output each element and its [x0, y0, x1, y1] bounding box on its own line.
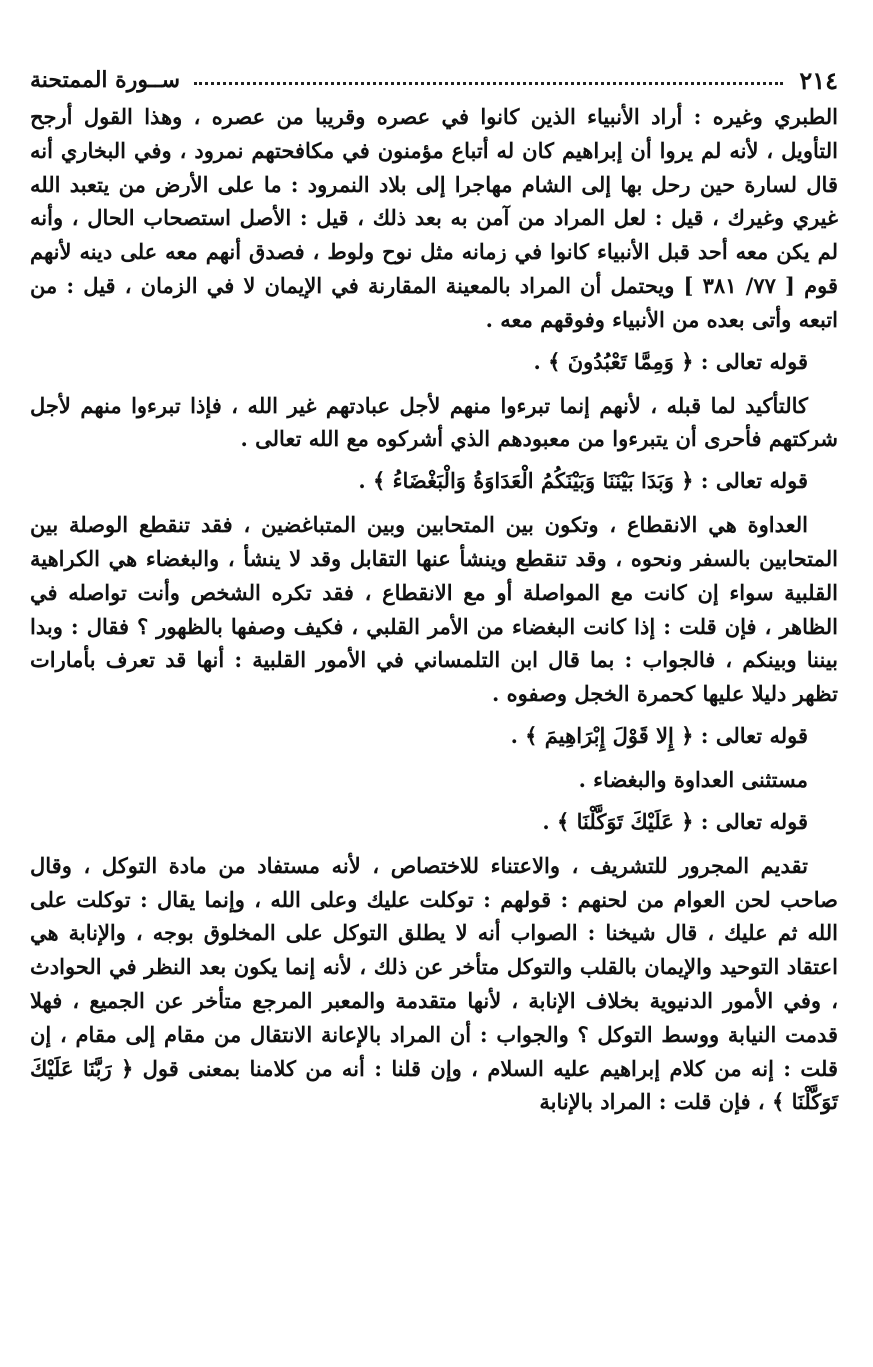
verse-quote: [30, 464, 838, 498]
page-body: [30, 100, 838, 1119]
verse-label: قوله تعالى :: [700, 808, 808, 834]
verse-label: قوله تعالى :: [700, 468, 808, 494]
paragraph: كالتأكيد لما قبله ، لأنهم إنما تبرءوا منهم لأجل عبادتهم غير الله ، فإذا تبرءوا منهم لأجل شركتهم فأحرى أن يتبرءوا من معبودهم الذي أشركوه مع الله تعالى .: [30, 392, 838, 452]
dotted-leader: [194, 82, 783, 85]
page-number: ٢١٤: [799, 65, 838, 95]
quran-text: ﴿ وَبَدَا بَيْنَنَا وَبَيْنَكُمُ الْعَدَاوَةُ وَالْبَغْضَاءُ ﴾ .: [358, 468, 694, 494]
running-header: [30, 62, 838, 98]
paragraph: مستثنى العداوة والبغضاء .: [578, 766, 808, 792]
surah-title: ســورة الممتحنة: [30, 67, 181, 93]
quran-text: ﴿ إِلا قَوْلَ إِبْرَاهِيمَ ﴾ .: [510, 722, 694, 748]
verse-quote: [30, 719, 838, 753]
paragraph: تقديم المجرور للتشريف ، والاعتناء للاختصاص ، لأنه مستفاد من مادة التوكل ، وقال صاحب لحن العوام من لحنهم : قولهم : توكلت عليك وعلى الله ، وإنما يقال : توكلت على الله ثم عليك ، قال شيخنا : الصواب أنه لا يطلق التوكل على المخلوق بوجه ، والإنابة هي اعتقاد التوحيد والإيمان بالقلب والتوكل متأخر عن ذلك ، لأنه إنما يكون بعد النظر في الحوادث ، وفي الأمور الدنيوية بخلاف الإنابة ، لأنها متقدمة والمعبر المرجع متأخر عن الجميع ، فهلا قدمت النيابة ووسط التوكل ؟ والجواب : أن المراد بالإعانة الانتقال من مقام إلى مقام ، إن قلت : إنه من كلام إبراهيم عليه السلام ، وإن قلنا : أنه من كلامنا بمعنى قول ﴿ رَبَّنَا عَلَيْكَ تَوَكَّلْنَا ﴾ ، فإن قلت : المراد بالإنابة: [30, 852, 838, 1115]
quran-text: ﴿ وَمِمَّا تَعْبُدُونَ ﴾ .: [533, 348, 694, 374]
verse-label: قوله تعالى :: [700, 722, 808, 748]
verse-quote: [30, 805, 838, 839]
quran-text: ﴿ عَلَيْكَ تَوَكَّلْنَا ﴾ .: [542, 808, 694, 834]
verse-label: قوله تعالى :: [700, 348, 808, 374]
paragraph: العداوة هي الانقطاع ، وتكون بين المتحابين وبين المتباغضين ، فقد تنقطع الوصلة بين المتحابين بالسفر ونحوه ، وقد تنقطع وينشأ عنها التقابل وقد لا ينشأ ، والبغضاء هي الكراهية القلبية سواء إن كانت مع المواصلة أو مع الانقطاع ، فقد تكره الشخص وأنت تواصله في الظاهر ، فإن قلت : إذا كانت البغضاء من الأمر القلبي ، فكيف وصفها بالظهور ؟ فقال : وبدا بيننا وبينكم ، فالجواب : بما قال ابن التلمساني في الأمور القلبية : أنها قد تعرف بأمارات تظهر دليلا عليها كحمرة الخجل وصفوه .: [30, 512, 838, 707]
verse-quote: [30, 345, 838, 379]
paragraph: الطبري وغيره : أراد الأنبياء الذين كانوا في عصره وقريبا من عصره ، وهذا القول أرجح التأويل ، لأنه لم يروا أن إبراهيم كان له أتباع مؤمنون في مكافحتهم نمرود ، وفي البخاري أنه قال لسارة حين رحل بها إلى الشام مهاجرا إلى بلاد النمرود : ما على الأرض من يتعبد الله غيري وغيرك ، قيل : لعل المراد من آمن به بعد ذلك ، قيل : الأصل استصحاب الحال ، وأنه لم يكن معه أحد قبل الأنبياء كانوا في زمانه مثل نوح ولوط ، فصدق أنهم معه على دينه لأنهم قوم [ ٧٧/ ٣٨١ ] ويحتمل أن المراد بالمعينة المقارنة في الإيمان لا في الزمان ، قيل : من اتبعه وأتى بعده من الأنبياء وفوقهم معه .: [30, 104, 839, 332]
